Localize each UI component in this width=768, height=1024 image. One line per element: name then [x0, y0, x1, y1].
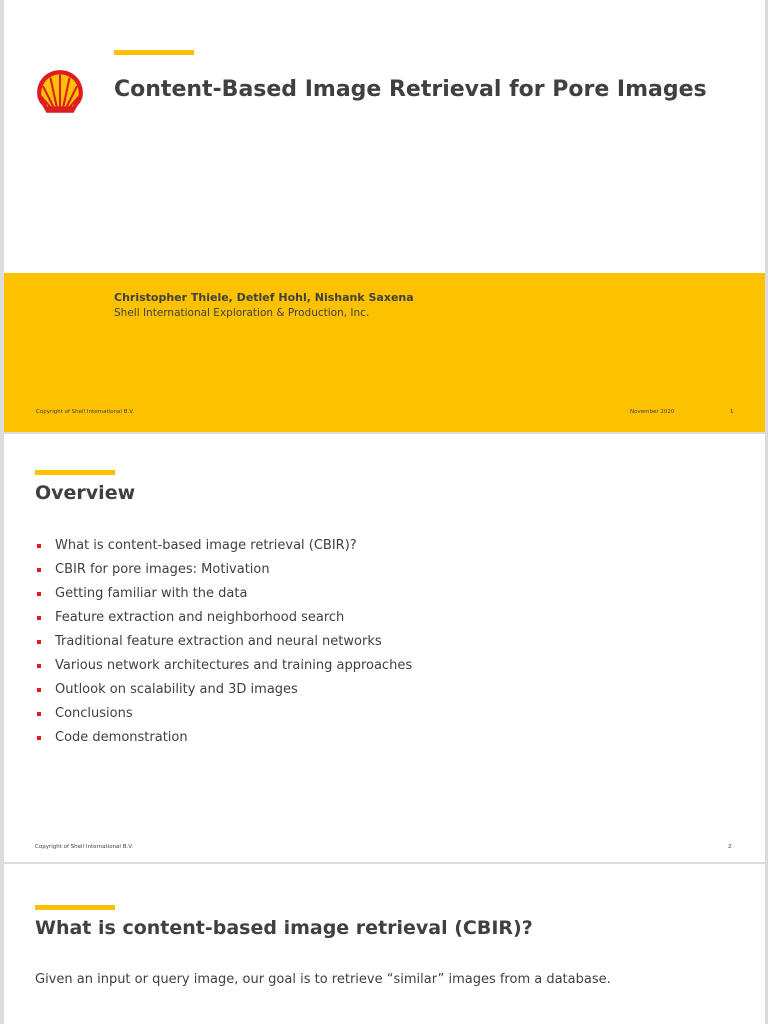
copyright-footer: Copyright of Shell International B.V. — [36, 409, 135, 415]
page-number: 2 — [728, 844, 732, 850]
bullet-marker — [37, 736, 41, 740]
list-item — [35, 634, 412, 658]
page-number: 1 — [730, 409, 734, 415]
list-item — [35, 586, 412, 610]
list-item — [35, 610, 412, 634]
cbir-accent-bar — [35, 905, 115, 910]
bullet-text: Code demonstration — [55, 730, 188, 745]
bullet-marker — [37, 712, 41, 716]
bullet-text: Feature extraction and neighborhood search — [55, 610, 345, 625]
list-item — [35, 562, 412, 586]
bullet-marker — [37, 664, 41, 668]
bullet-text: Outlook on scalability and 3D images — [55, 682, 298, 697]
slide-title: Overview — [35, 482, 136, 504]
cbir-slide — [4, 864, 765, 1024]
slide-title: What is content-based image retrieval (CBIR)? — [35, 917, 533, 939]
bullet-text: Conclusions — [55, 706, 133, 721]
title-slide — [4, 0, 765, 432]
bullet-marker — [37, 640, 41, 644]
bullet-marker — [37, 544, 41, 548]
bullet-text: CBIR for pore images: Motivation — [55, 562, 270, 577]
bullet-text: What is content-based image retrieval (CBIR)? — [55, 538, 357, 553]
bullet-text: Traditional feature extraction and neural networks — [55, 634, 382, 649]
overview-slide — [4, 434, 765, 862]
list-item — [35, 730, 412, 754]
list-item — [35, 706, 412, 730]
list-item — [35, 658, 412, 682]
authors: Christopher Thiele, Detlef Hohl, Nishank Saxena — [114, 291, 414, 304]
slide-title: Content-Based Image Retrieval for Pore Images — [114, 77, 707, 102]
bullet-marker — [37, 592, 41, 596]
title-accent-bar — [114, 50, 194, 55]
date-footer: November 2020 — [630, 409, 675, 415]
copyright-footer: Copyright of Shell International B.V. — [35, 844, 134, 850]
list-item — [35, 538, 412, 562]
list-item — [35, 682, 412, 706]
body-paragraph: Given an input or query image, our goal is to retrieve “similar” images from a database. — [35, 972, 611, 987]
bullet-marker — [37, 688, 41, 692]
overview-accent-bar — [35, 470, 115, 475]
author-band — [4, 273, 765, 432]
bullet-text: Various network architectures and training approaches — [55, 658, 413, 673]
shell-pecten-logo — [34, 68, 86, 116]
overview-bullet-list — [35, 538, 412, 754]
bullet-text: Getting familiar with the data — [55, 586, 248, 601]
affiliation: Shell International Exploration & Production, Inc. — [114, 307, 370, 319]
bullet-marker — [37, 568, 41, 572]
bullet-marker — [37, 616, 41, 620]
